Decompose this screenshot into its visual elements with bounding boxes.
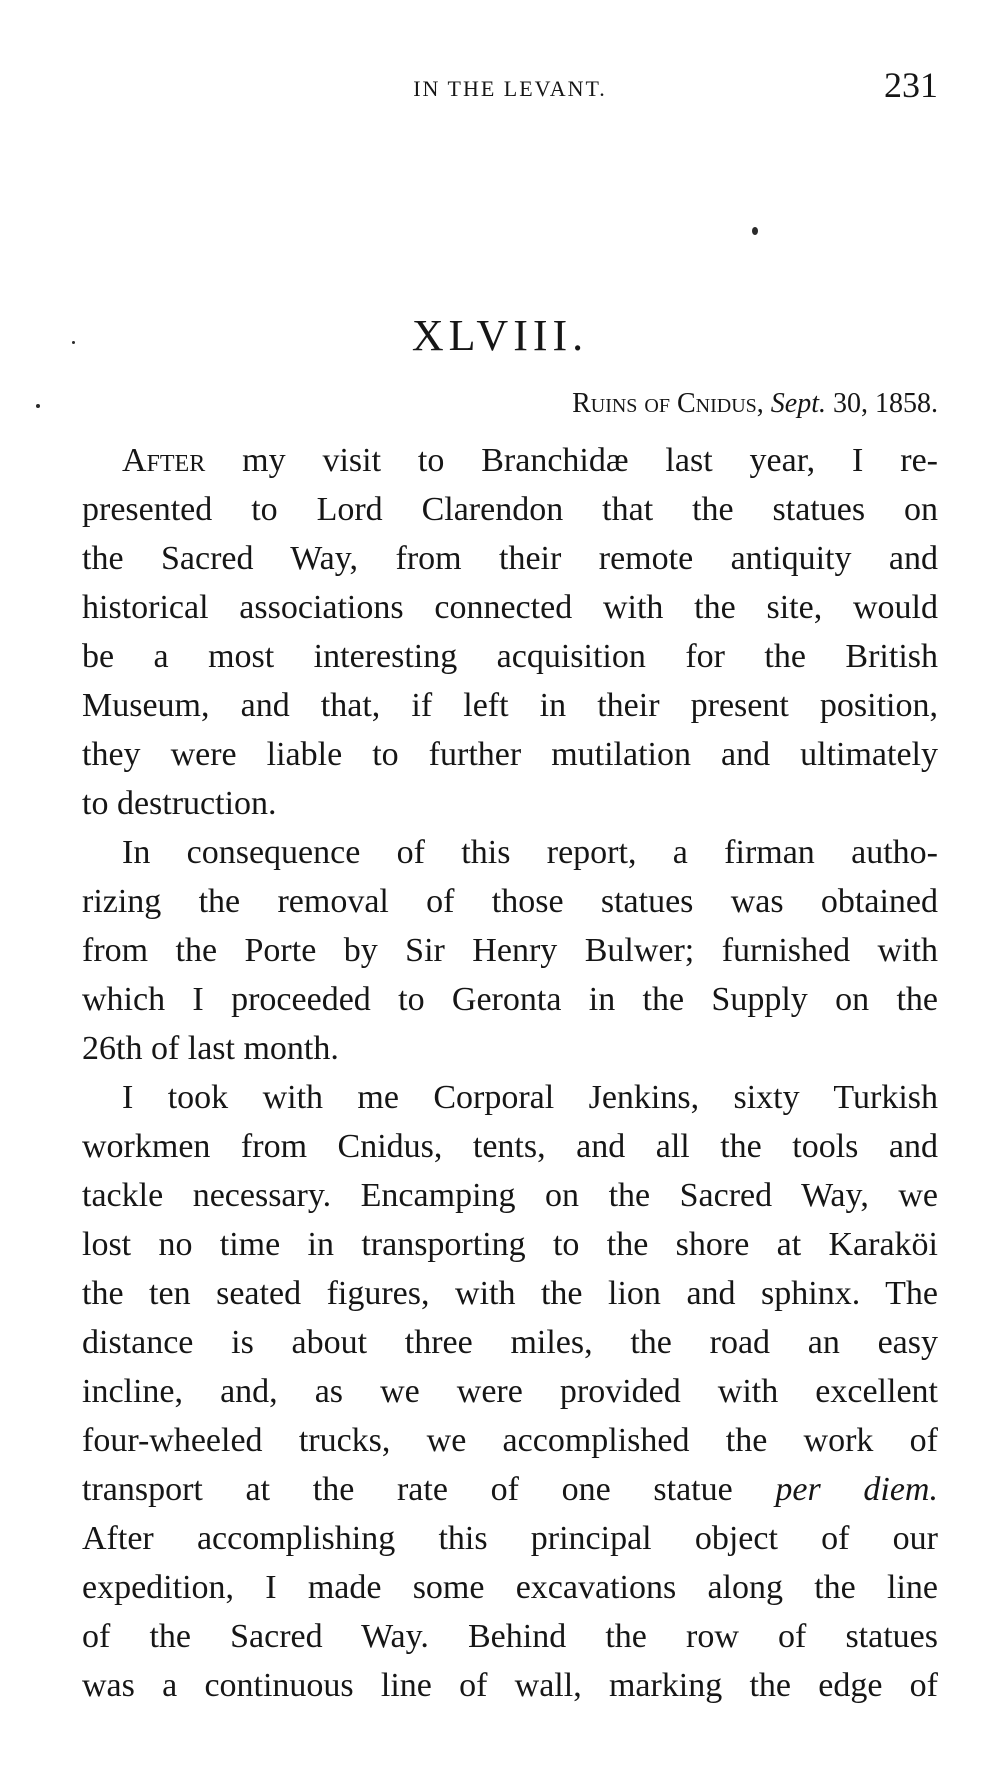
text-line: be a most interesting acquisition for the British xyxy=(82,638,938,675)
dateline-month: Sept. xyxy=(770,388,826,419)
ink-speck xyxy=(36,404,40,408)
text-line: distance is about three miles, the road an easy xyxy=(82,1324,938,1361)
text-line-rest: my visit to Branchidæ last year, I re- xyxy=(205,442,938,479)
text-line: After accomplishing this principal object of our xyxy=(82,1520,938,1557)
text-line: presented to Lord Clarendon that the statues on xyxy=(82,491,938,528)
dateline-date: 30, 1858. xyxy=(826,388,938,419)
text-line: Museum, and that, if left in their present position, xyxy=(82,687,938,724)
text-line: the ten seated figures, with the lion and sphinx. The xyxy=(82,1275,938,1312)
text-line: to destruction. xyxy=(82,785,277,822)
text-line: was a continuous line of wall, marking the edge of xyxy=(82,1667,938,1704)
page-number: 231 xyxy=(884,65,938,105)
text-line: four-wheeled trucks, we accomplished the work of xyxy=(82,1422,938,1459)
text-line: lost no time in transporting to the shore at Karaköi xyxy=(82,1226,938,1263)
text-line: incline, and, as we were provided with excellent xyxy=(82,1373,938,1410)
chapter-heading: XLVIII. xyxy=(411,311,589,360)
italic-phrase: per diem. xyxy=(775,1471,938,1508)
body-text xyxy=(82,436,938,1710)
text-line: workmen from Cnidus, tents, and all the tools and xyxy=(82,1128,938,1165)
text-line xyxy=(82,436,938,485)
text-line: rizing the removal of those statues was obtained xyxy=(82,883,938,920)
text-line: the Sacred Way, from their remote antiquity and xyxy=(82,540,938,577)
text-line: of the Sacred Way. Behind the row of statues xyxy=(82,1618,938,1655)
text-line: they were liable to further mutilation and ultimately xyxy=(82,736,938,773)
text-line xyxy=(82,1465,938,1514)
lead-small-caps: After xyxy=(122,442,206,479)
text-line: In consequence of this report, a firman autho- xyxy=(122,834,938,871)
text-line: tackle necessary. Encamping on the Sacred Way, we xyxy=(82,1177,938,1214)
text-line: which I proceeded to Geronta in the Supply on the xyxy=(82,981,938,1018)
ink-speck xyxy=(752,227,758,235)
text-line: I took with me Corporal Jenkins, sixty Turkish xyxy=(122,1079,938,1116)
text-line: from the Porte by Sir Henry Bulwer; furnished with xyxy=(82,932,938,969)
text-line-roman: transport at the rate of one statue xyxy=(82,1471,776,1508)
dateline-place: Ruins of Cnidus, xyxy=(572,388,764,419)
running-head xyxy=(82,64,938,112)
text-line: expedition, I made some excavations along the line xyxy=(82,1569,938,1606)
text-line: historical associations connected with the site, would xyxy=(82,589,938,626)
running-title: IN THE LEVANT. xyxy=(413,76,607,101)
text-line: 26th of last month. xyxy=(82,1030,339,1067)
dateline xyxy=(572,388,938,420)
